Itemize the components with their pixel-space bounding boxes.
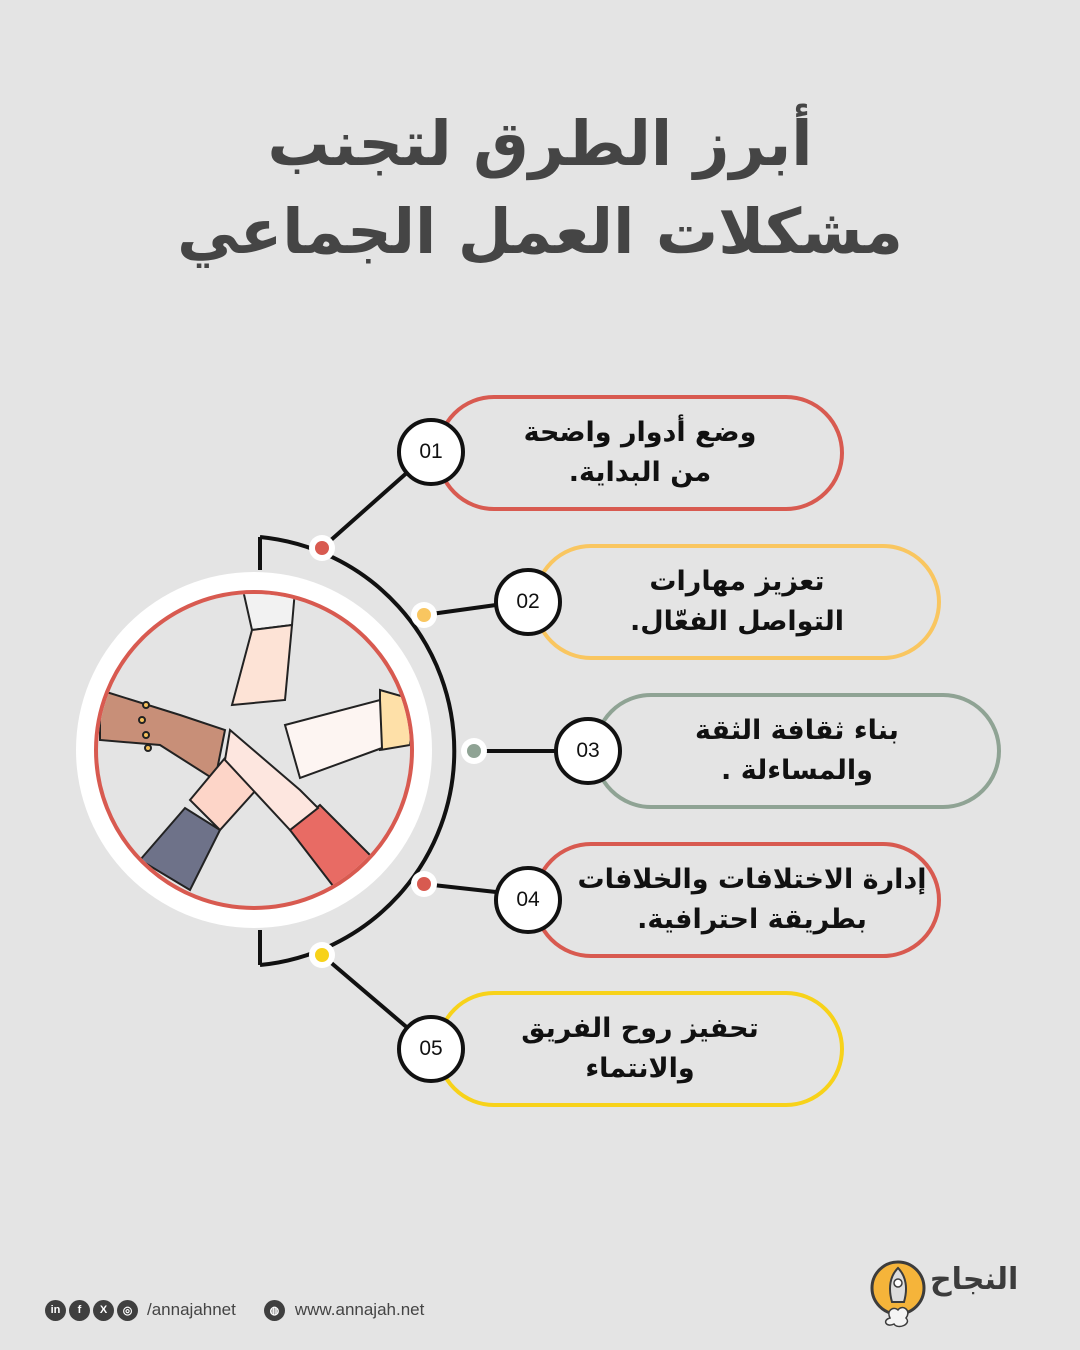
- step-03-card: [593, 693, 1001, 809]
- footer: [45, 1297, 424, 1323]
- social-handle[interactable]: /annajahnet: [147, 1300, 236, 1319]
- step-02-number-badge: 02: [494, 568, 562, 636]
- step-05-card: [436, 991, 844, 1107]
- arc-dot-2: [411, 602, 437, 628]
- teamwork-hands-illustration: [76, 572, 432, 928]
- x-icon[interactable]: X: [93, 1300, 114, 1321]
- arc-dot-5: [309, 942, 335, 968]
- title-line-1: أبرز الطرق لتجنب: [267, 107, 813, 180]
- step-02-card: [533, 544, 941, 660]
- step-04-text: إدارة الاختلافات والخلافات بطريقة احترافية.: [577, 864, 927, 935]
- instagram-icon[interactable]: ◎: [117, 1300, 138, 1321]
- brand-name: النجاح: [930, 1262, 1019, 1297]
- step-01-card: [436, 395, 844, 511]
- step-05-text: تحفيز روح الفريق والانتماء: [521, 1013, 759, 1084]
- step-05-number-badge: 05: [397, 1015, 465, 1083]
- arc-dot-1: [309, 535, 335, 561]
- facebook-icon[interactable]: f: [69, 1300, 90, 1321]
- arc-dot-3: [461, 738, 487, 764]
- step-04-number-badge: 04: [494, 866, 562, 934]
- step-01-number-badge: 01: [397, 418, 465, 486]
- step-04-card: [533, 842, 941, 958]
- title-line-2: مشكلات العمل الجماعي: [177, 195, 903, 268]
- step-03-text: بناء ثقافة الثقة والمساءلة .: [695, 715, 899, 786]
- step-03-number-badge: 03: [554, 717, 622, 785]
- step-01-text: وضع أدوار واضحة من البداية.: [523, 417, 757, 488]
- step-02-text: تعزيز مهارات التواصل الفعّال.: [629, 566, 845, 637]
- globe-icon: ◍: [264, 1300, 285, 1321]
- linkedin-icon[interactable]: in: [45, 1300, 66, 1321]
- website-link[interactable]: www.annajah.net: [294, 1300, 425, 1319]
- arc-dot-4: [411, 871, 437, 897]
